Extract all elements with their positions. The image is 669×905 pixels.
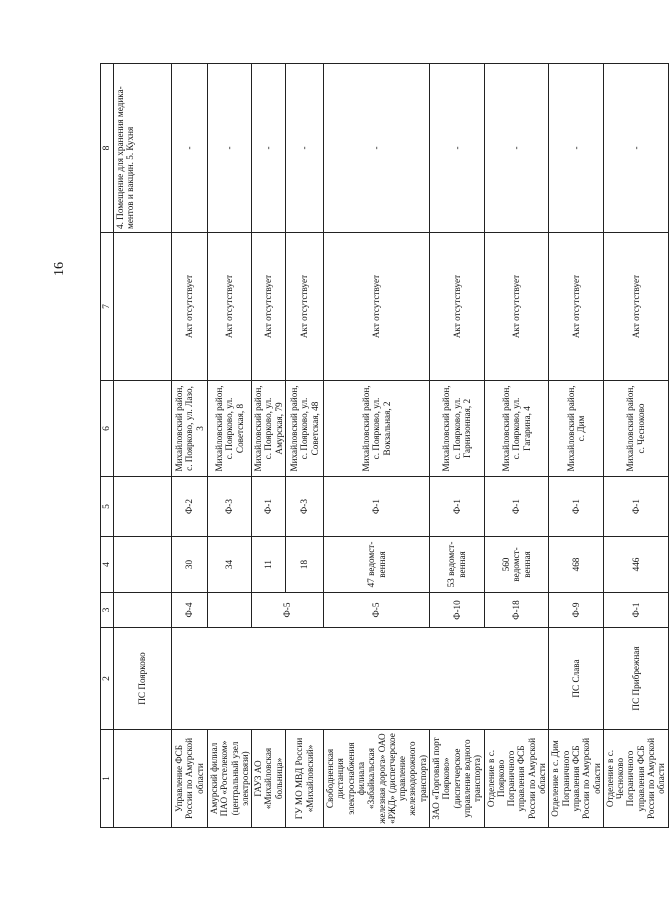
org-name-cell: ГАУЗ АО «Михайловская больница» — [252, 730, 286, 828]
column-number: 6 — [101, 381, 114, 477]
notes-cell: - — [549, 64, 603, 233]
number-cell: 446 — [603, 537, 668, 593]
org-name-cell — [114, 730, 172, 828]
category-cell: Ф-1 — [484, 477, 549, 537]
substation-consumers-table — [100, 63, 669, 828]
number-cell: 47 ведомст-венная — [324, 537, 430, 593]
notes-cell: - — [208, 64, 252, 233]
table-row — [603, 64, 668, 828]
substation-cell — [172, 628, 549, 730]
feeder-cell: Ф-10 — [430, 593, 484, 628]
address-cell: Михайловский район, с. Поярково, ул. Амурская, 79 — [252, 381, 286, 477]
number-cell: 18 — [286, 537, 324, 593]
table-row — [114, 64, 172, 828]
number-cell: 468 — [549, 537, 603, 593]
feeder-cell: Ф-5 — [324, 593, 430, 628]
feeder-cell: Ф-1 — [603, 593, 668, 628]
category-cell: Ф-1 — [430, 477, 484, 537]
category-cell: Ф-3 — [286, 477, 324, 537]
act-cell: Акт отсутствует — [484, 233, 549, 381]
address-cell: Михайловский район, с. Дим — [549, 381, 603, 477]
column-number: 7 — [101, 233, 114, 381]
feeder-cell: Ф-4 — [172, 593, 208, 628]
table-row — [549, 64, 603, 828]
org-name-cell: ГУ МО МВД России «Михайловский» — [286, 730, 324, 828]
notes-cell: - — [484, 64, 549, 233]
rotated-table-wrapper — [100, 64, 667, 828]
column-number-row — [101, 64, 114, 828]
column-number: 3 — [101, 593, 114, 628]
feeder-cell — [114, 593, 172, 628]
org-name-cell: Отделение в с. Чесноково Пограничного управления ФСБ России по Амурской области — [603, 730, 668, 828]
act-cell: Акт отсутствует — [252, 233, 286, 381]
act-cell: Акт отсутствует — [208, 233, 252, 381]
feeder-cell — [208, 593, 252, 628]
category-cell: Ф-1 — [603, 477, 668, 537]
feeder-cell: Ф-9 — [549, 593, 603, 628]
org-name-cell: Амурский филиал ПАО «Ростелеком» (центральный узел электросвязи) — [208, 730, 252, 828]
notes-cell: - — [286, 64, 324, 233]
number-cell: 30 — [172, 537, 208, 593]
category-cell: Ф-1 — [549, 477, 603, 537]
number-cell: 560 ведомст-венная — [484, 537, 549, 593]
notes-cell: - — [324, 64, 430, 233]
notes-cell: 4. Помещение для хранения медика-ментов и вакцин. 5. Кухня — [114, 64, 172, 233]
address-cell: Михайловский район, с. Поярково, ул. Лазо, 3 — [172, 381, 208, 477]
notes-cell: - — [252, 64, 286, 233]
category-cell: Ф-1 — [252, 477, 286, 537]
number-cell: 34 — [208, 537, 252, 593]
category-cell — [114, 477, 172, 537]
act-cell: Акт отсутствует — [286, 233, 324, 381]
page-number: 16 — [52, 262, 67, 276]
address-cell: Михайловский район, с. Поярково, ул. Советская, 8 — [208, 381, 252, 477]
notes-cell: - — [430, 64, 484, 233]
act-cell: Акт отсутствует — [324, 233, 430, 381]
number-cell: 11 — [252, 537, 286, 593]
address-cell: Михайловский район, с. Поярково, ул. Гарнизонная, 2 — [430, 381, 484, 477]
act-cell: Акт отсутствует — [430, 233, 484, 381]
org-name-cell: Отделение в с. Поярково Пограничного управления ФСБ России по Амурской области — [484, 730, 549, 828]
column-number: 5 — [101, 477, 114, 537]
notes-cell: - — [603, 64, 668, 233]
substation-cell: ПС Поярково — [114, 628, 172, 730]
category-cell: Ф-2 — [172, 477, 208, 537]
feeder-cell: Ф-5 — [252, 593, 324, 628]
category-cell: Ф-3 — [208, 477, 252, 537]
column-number: 4 — [101, 537, 114, 593]
column-number: 8 — [101, 64, 114, 233]
address-cell: Михайловский район, с. Поярково, ул. Гагарина, 4 — [484, 381, 549, 477]
category-cell: Ф-1 — [324, 477, 430, 537]
act-cell — [114, 233, 172, 381]
address-cell: Михайловский район, с. Чесноково — [603, 381, 668, 477]
act-cell: Акт отсутствует — [172, 233, 208, 381]
address-cell: Михайловский район, с. Поярково, ул. Советская, 48 — [286, 381, 324, 477]
org-name-cell: ЗАО «Торговый порт Поярково» (диспетчерское управление водного транспорта) — [430, 730, 484, 828]
number-cell: 53 ведомст-венная — [430, 537, 484, 593]
feeder-cell: Ф-18 — [484, 593, 549, 628]
substation-cell: ПС Прибрежная — [603, 628, 668, 730]
org-name-cell: Свободненская дистанция электроснабжения филиала «Забайкальская железная дорога» ОАО «РЖД» (диспетчерское управление железнодорожного транспорта) — [324, 730, 430, 828]
column-number: 1 — [101, 730, 114, 828]
substation-cell: ПС Слава — [549, 628, 603, 730]
table-row — [172, 64, 208, 828]
number-cell — [114, 537, 172, 593]
address-cell: Михайловский район, с. Поярково, ул. Вокзальная, 2 — [324, 381, 430, 477]
act-cell: Акт отсутствует — [603, 233, 668, 381]
org-name-cell: Управление ФСБ России по Амурской области — [172, 730, 208, 828]
address-cell — [114, 381, 172, 477]
notes-cell: - — [172, 64, 208, 233]
act-cell: Акт отсутствует — [549, 233, 603, 381]
org-name-cell: Отделение в с. Дим Пограничного управления ФСБ России по Амурской области — [549, 730, 603, 828]
column-number: 2 — [101, 628, 114, 730]
